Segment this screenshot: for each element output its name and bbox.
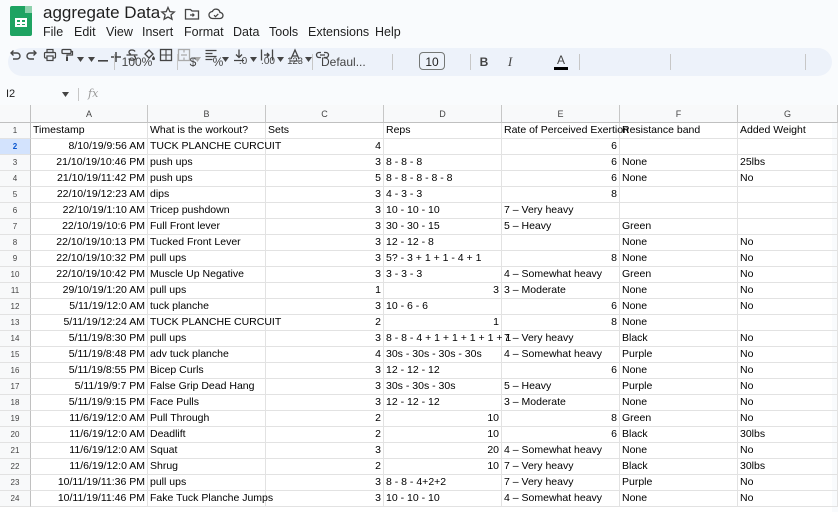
header-cell[interactable]: Resistance band bbox=[620, 123, 738, 139]
menu-insert[interactable]: Insert bbox=[142, 25, 174, 39]
data-cell[interactable]: pull ups bbox=[148, 475, 266, 491]
data-cell[interactable]: Full Front lever bbox=[148, 219, 266, 235]
data-cell[interactable]: No bbox=[738, 267, 838, 283]
data-cell[interactable]: 7 – Very heavy bbox=[502, 331, 620, 347]
formula-bar-divider bbox=[78, 88, 79, 101]
row-header[interactable]: 20 bbox=[0, 427, 31, 443]
data-cell[interactable]: No bbox=[738, 411, 838, 427]
data-cell[interactable]: 22/10/19/1:10 AM bbox=[31, 203, 148, 219]
column-header[interactable]: C bbox=[266, 105, 384, 123]
data-cell[interactable]: 3 bbox=[266, 203, 384, 219]
data-cell[interactable]: Tricep pushdown bbox=[148, 203, 266, 219]
data-cell[interactable]: None bbox=[620, 443, 738, 459]
data-cell[interactable] bbox=[738, 187, 838, 203]
data-cell[interactable]: Squat bbox=[148, 443, 266, 459]
data-cell[interactable]: Purple bbox=[620, 379, 738, 395]
decrease-font-size-icon[interactable] bbox=[98, 60, 108, 62]
data-cell[interactable]: No bbox=[738, 491, 838, 507]
column-header[interactable]: G bbox=[738, 105, 838, 123]
undo-icon[interactable] bbox=[8, 48, 22, 62]
data-cell[interactable]: 2 bbox=[266, 411, 384, 427]
data-cell[interactable] bbox=[502, 235, 620, 251]
data-cell[interactable]: 4 bbox=[266, 139, 384, 155]
data-cell[interactable]: No bbox=[738, 299, 838, 315]
decrease-decimal-button[interactable]: .0 bbox=[238, 56, 248, 67]
data-cell[interactable]: 30s - 30s - 30s - 30s bbox=[384, 347, 502, 363]
row-header[interactable]: 19 bbox=[0, 411, 31, 427]
menu-format[interactable]: Format bbox=[184, 25, 224, 39]
header-cell[interactable]: What is the workout? bbox=[148, 123, 266, 139]
data-cell[interactable]: adv tuck planche bbox=[148, 347, 266, 363]
data-cell[interactable]: 3 bbox=[266, 379, 384, 395]
data-cell[interactable]: tuck planche bbox=[148, 299, 266, 315]
header-cell[interactable]: Reps bbox=[384, 123, 502, 139]
data-cell[interactable]: 4 – Somewhat heavy bbox=[502, 267, 620, 283]
row-header[interactable]: 3 bbox=[0, 155, 31, 171]
text-color-swatch bbox=[554, 67, 568, 70]
data-cell[interactable]: No bbox=[738, 251, 838, 267]
data-cell[interactable]: 8 - 8 - 4 + 1 + 1 + 1 + 1 + 1 bbox=[384, 331, 502, 347]
data-cell[interactable]: None bbox=[620, 283, 738, 299]
data-cell[interactable]: 6 bbox=[502, 363, 620, 379]
menu-edit[interactable]: Edit bbox=[74, 25, 96, 39]
data-cell[interactable]: 8 - 8 - 4+2+2 bbox=[384, 475, 502, 491]
redo-icon[interactable] bbox=[25, 48, 39, 62]
data-cell[interactable]: 6 bbox=[502, 299, 620, 315]
row-header[interactable]: 17 bbox=[0, 379, 31, 395]
data-cell[interactable]: 11/6/19/12:0 AM bbox=[31, 443, 148, 459]
data-cell[interactable]: 22/10/19/12:23 AM bbox=[31, 187, 148, 203]
data-cell[interactable]: 3 bbox=[266, 251, 384, 267]
data-cell[interactable]: 29/10/19/1:20 AM bbox=[31, 283, 148, 299]
data-cell[interactable]: 12 - 12 - 12 bbox=[384, 395, 502, 411]
data-cell[interactable]: 2 bbox=[266, 427, 384, 443]
cloud-saved-icon[interactable] bbox=[208, 6, 224, 22]
data-cell[interactable]: 10 bbox=[384, 427, 502, 443]
data-cell[interactable]: 22/10/19/10:6 PM bbox=[31, 219, 148, 235]
data-cell[interactable]: No bbox=[738, 363, 838, 379]
data-cell[interactable]: 1 bbox=[266, 283, 384, 299]
data-cell[interactable]: 25lbs bbox=[738, 155, 838, 171]
data-cell[interactable] bbox=[384, 139, 502, 155]
data-cell[interactable]: 11/6/19/12:0 AM bbox=[31, 459, 148, 475]
data-cell[interactable] bbox=[738, 139, 838, 155]
data-cell[interactable]: 4 – Somewhat heavy bbox=[502, 347, 620, 363]
data-cell[interactable]: 8 bbox=[502, 315, 620, 331]
row-header[interactable]: 15 bbox=[0, 347, 31, 363]
data-cell[interactable]: No bbox=[738, 171, 838, 187]
data-cell[interactable]: 3 bbox=[266, 187, 384, 203]
data-cell[interactable]: 10 - 10 - 10 bbox=[384, 491, 502, 507]
data-cell[interactable]: 22/10/19/10:42 PM bbox=[31, 267, 148, 283]
data-cell[interactable]: Pull Through bbox=[148, 411, 266, 427]
data-cell[interactable]: 3 bbox=[384, 283, 502, 299]
column-header[interactable]: F bbox=[620, 105, 738, 123]
data-cell[interactable]: Black bbox=[620, 331, 738, 347]
data-cell[interactable]: 30s - 30s - 30s bbox=[384, 379, 502, 395]
column-header[interactable]: E bbox=[502, 105, 620, 123]
data-cell[interactable] bbox=[738, 203, 838, 219]
bold-button[interactable]: B bbox=[479, 55, 489, 69]
data-cell[interactable]: None bbox=[620, 251, 738, 267]
data-cell[interactable]: push ups bbox=[148, 171, 266, 187]
toolbar bbox=[8, 48, 832, 76]
data-cell[interactable]: 10 - 10 - 10 bbox=[384, 203, 502, 219]
print-icon[interactable] bbox=[43, 48, 57, 62]
row-header[interactable]: 7 bbox=[0, 219, 31, 235]
data-cell[interactable]: No bbox=[738, 347, 838, 363]
header-cell[interactable]: Rate of Perceived Exertion bbox=[502, 123, 620, 139]
menu-help[interactable]: Help bbox=[375, 25, 401, 39]
data-cell[interactable]: 30 - 30 - 15 bbox=[384, 219, 502, 235]
data-cell[interactable]: 12 - 12 - 12 bbox=[384, 363, 502, 379]
data-cell[interactable]: 4 – Somewhat heavy bbox=[502, 491, 620, 507]
menu-extensions[interactable]: Extensions bbox=[308, 25, 370, 39]
data-cell[interactable]: Green bbox=[620, 411, 738, 427]
data-cell[interactable]: 10 bbox=[384, 411, 502, 427]
data-cell[interactable]: Fake Tuck Planche Jumps bbox=[148, 491, 266, 507]
data-cell[interactable]: 8/10/19/9:56 AM bbox=[31, 139, 148, 155]
menu-tools[interactable]: Tools bbox=[269, 25, 299, 39]
data-cell[interactable]: pull ups bbox=[148, 251, 266, 267]
row-header[interactable]: 21 bbox=[0, 443, 31, 459]
data-cell[interactable]: 3 bbox=[266, 491, 384, 507]
row-header[interactable]: 11 bbox=[0, 283, 31, 299]
percent-button[interactable]: % bbox=[212, 55, 224, 69]
document-title[interactable]: aggregate Data bbox=[43, 3, 161, 22]
column-header[interactable]: D bbox=[384, 105, 502, 123]
row-header[interactable]: 6 bbox=[0, 203, 31, 219]
row-header[interactable]: 8 bbox=[0, 235, 31, 251]
data-cell[interactable]: No bbox=[738, 475, 838, 491]
data-cell[interactable]: 21/10/19/10:46 PM bbox=[31, 155, 148, 171]
zoom-select[interactable]: 100% bbox=[121, 55, 153, 69]
data-cell[interactable]: 3 bbox=[266, 267, 384, 283]
data-cell[interactable]: None bbox=[620, 299, 738, 315]
data-cell[interactable]: 10 - 6 - 6 bbox=[384, 299, 502, 315]
row-header[interactable]: 12 bbox=[0, 299, 31, 315]
data-cell[interactable]: 7 – Very heavy bbox=[502, 459, 620, 475]
italic-button[interactable]: I bbox=[507, 54, 513, 69]
data-cell[interactable]: 30lbs bbox=[738, 459, 838, 475]
data-cell[interactable]: 4 - 3 - 3 bbox=[384, 187, 502, 203]
row-header[interactable]: 22 bbox=[0, 459, 31, 475]
data-cell[interactable]: TUCK PLANCHE CURCUIT bbox=[148, 139, 266, 155]
data-cell[interactable]: No bbox=[738, 379, 838, 395]
data-cell[interactable]: 5/11/19/8:30 PM bbox=[31, 331, 148, 347]
data-cell[interactable]: 8 bbox=[502, 411, 620, 427]
data-cell[interactable]: 11/6/19/12:0 AM bbox=[31, 427, 148, 443]
data-cell[interactable]: 20 bbox=[384, 443, 502, 459]
data-cell[interactable]: Deadlift bbox=[148, 427, 266, 443]
data-cell[interactable]: pull ups bbox=[148, 331, 266, 347]
data-cell[interactable]: 3 bbox=[266, 443, 384, 459]
data-cell[interactable]: 1 bbox=[384, 315, 502, 331]
data-cell[interactable]: 3 bbox=[266, 219, 384, 235]
data-cell[interactable]: 5/11/19/12:0 AM bbox=[31, 299, 148, 315]
data-cell[interactable]: 4 bbox=[266, 347, 384, 363]
data-cell[interactable]: 10/11/19/11:46 PM bbox=[31, 491, 148, 507]
data-cell[interactable]: None bbox=[620, 171, 738, 187]
data-cell[interactable]: pull ups bbox=[148, 283, 266, 299]
data-cell[interactable]: 8 - 8 - 8 - 8 - 8 bbox=[384, 171, 502, 187]
data-cell[interactable]: Bicep Curls bbox=[148, 363, 266, 379]
data-cell[interactable]: 5/11/19/12:24 AM bbox=[31, 315, 148, 331]
data-cell[interactable]: 6 bbox=[502, 155, 620, 171]
data-cell[interactable]: 3 bbox=[266, 235, 384, 251]
data-cell[interactable]: Purple bbox=[620, 347, 738, 363]
data-cell[interactable]: 22/10/19/10:32 PM bbox=[31, 251, 148, 267]
data-cell[interactable]: 3 bbox=[266, 475, 384, 491]
data-cell[interactable]: None bbox=[620, 155, 738, 171]
data-cell[interactable]: dips bbox=[148, 187, 266, 203]
text-color-button[interactable]: A bbox=[556, 53, 565, 67]
data-cell[interactable]: Muscle Up Negative bbox=[148, 267, 266, 283]
borders-icon[interactable] bbox=[159, 48, 173, 62]
sheets-logo-icon[interactable] bbox=[10, 6, 32, 36]
data-cell[interactable]: None bbox=[620, 315, 738, 331]
data-cell[interactable]: None bbox=[620, 235, 738, 251]
data-cell[interactable]: 5? - 3 + 1 + 1 - 4 + 1 bbox=[384, 251, 502, 267]
data-cell[interactable] bbox=[738, 315, 838, 331]
data-cell[interactable]: 5 – Heavy bbox=[502, 219, 620, 235]
data-cell[interactable]: 3 bbox=[266, 155, 384, 171]
currency-button[interactable]: $ bbox=[189, 55, 197, 69]
data-cell[interactable]: 2 bbox=[266, 459, 384, 475]
data-cell[interactable]: Black bbox=[620, 459, 738, 475]
data-cell[interactable]: 10/11/19/11:36 PM bbox=[31, 475, 148, 491]
row-header[interactable]: 9 bbox=[0, 251, 31, 267]
data-cell[interactable]: 3 bbox=[266, 299, 384, 315]
data-cell[interactable]: 2 bbox=[266, 315, 384, 331]
data-cell[interactable]: 22/10/19/10:13 PM bbox=[31, 235, 148, 251]
data-cell[interactable] bbox=[620, 139, 738, 155]
data-cell[interactable]: Shrug bbox=[148, 459, 266, 475]
data-cell[interactable]: 21/10/19/11:42 PM bbox=[31, 171, 148, 187]
data-cell[interactable]: No bbox=[738, 443, 838, 459]
data-cell[interactable]: 3 – Moderate bbox=[502, 283, 620, 299]
data-cell[interactable]: 8 - 8 - 8 bbox=[384, 155, 502, 171]
data-cell[interactable]: 5/11/19/9:7 PM bbox=[31, 379, 148, 395]
data-cell[interactable]: 5 – Heavy bbox=[502, 379, 620, 395]
data-cell[interactable]: 30lbs bbox=[738, 427, 838, 443]
data-cell[interactable]: 6 bbox=[502, 171, 620, 187]
font-size-input[interactable]: 10 bbox=[419, 52, 445, 70]
data-cell[interactable]: 3 bbox=[266, 363, 384, 379]
row-header[interactable]: 14 bbox=[0, 331, 31, 347]
header-cell[interactable]: Added Weight bbox=[738, 123, 838, 139]
wrap-dropdown-icon[interactable] bbox=[277, 57, 284, 62]
row-header[interactable]: 4 bbox=[0, 171, 31, 187]
row-header[interactable]: 2 bbox=[0, 139, 31, 155]
row-header[interactable]: 10 bbox=[0, 267, 31, 283]
formula-bar bbox=[0, 84, 832, 104]
data-cell[interactable]: None bbox=[620, 491, 738, 507]
paint-format-icon[interactable] bbox=[60, 48, 74, 62]
data-cell[interactable]: 12 - 12 - 8 bbox=[384, 235, 502, 251]
data-cell[interactable]: None bbox=[620, 395, 738, 411]
title-bar bbox=[0, 0, 832, 46]
data-cell[interactable]: 3 - 3 - 3 bbox=[384, 267, 502, 283]
header-cell[interactable]: Timestamp bbox=[31, 123, 148, 139]
data-cell[interactable]: No bbox=[738, 395, 838, 411]
row-header[interactable]: 23 bbox=[0, 475, 31, 491]
rotation-dropdown-icon[interactable] bbox=[305, 57, 312, 62]
data-cell[interactable]: 3 bbox=[266, 331, 384, 347]
zoom-dropdown-icon[interactable] bbox=[77, 57, 84, 62]
font-dropdown-icon[interactable] bbox=[88, 57, 95, 62]
move-folder-icon[interactable] bbox=[184, 6, 200, 22]
data-cell[interactable]: 6 bbox=[502, 427, 620, 443]
data-cell[interactable]: No bbox=[738, 235, 838, 251]
number-format-button[interactable]: 123 bbox=[287, 56, 303, 67]
data-cell[interactable]: Green bbox=[620, 267, 738, 283]
name-box-dropdown-icon[interactable] bbox=[62, 92, 69, 97]
menu-view[interactable]: View bbox=[106, 25, 133, 39]
row-header[interactable]: 16 bbox=[0, 363, 31, 379]
data-cell[interactable]: Purple bbox=[620, 475, 738, 491]
data-cell[interactable]: Black bbox=[620, 427, 738, 443]
data-cell[interactable]: No bbox=[738, 331, 838, 347]
data-cell[interactable]: 6 bbox=[502, 139, 620, 155]
font-family-select[interactable]: Defaul... bbox=[321, 55, 366, 69]
row-header[interactable]: 18 bbox=[0, 395, 31, 411]
data-cell[interactable]: 8 bbox=[502, 251, 620, 267]
data-cell[interactable]: 8 bbox=[502, 187, 620, 203]
name-box[interactable]: I2 bbox=[6, 88, 16, 100]
data-cell[interactable]: No bbox=[738, 283, 838, 299]
data-cell[interactable]: False Grip Dead Hang bbox=[148, 379, 266, 395]
header-cell[interactable]: Sets bbox=[266, 123, 384, 139]
fx-icon: fx bbox=[88, 87, 99, 100]
data-cell[interactable]: 5/11/19/9:15 PM bbox=[31, 395, 148, 411]
row-header[interactable]: 1 bbox=[0, 123, 31, 139]
star-icon[interactable] bbox=[160, 6, 176, 22]
data-cell[interactable] bbox=[738, 219, 838, 235]
column-header[interactable]: B bbox=[148, 105, 266, 123]
data-cell[interactable]: 7 – Very heavy bbox=[502, 475, 620, 491]
data-cell[interactable]: 5 bbox=[266, 171, 384, 187]
menu-file[interactable]: File bbox=[43, 25, 64, 39]
data-cell[interactable] bbox=[620, 187, 738, 203]
column-header[interactable]: A bbox=[31, 105, 148, 123]
data-cell[interactable]: 10 bbox=[384, 459, 502, 475]
data-cell[interactable]: 11/6/19/12:0 AM bbox=[31, 411, 148, 427]
row-header[interactable]: 24 bbox=[0, 491, 31, 507]
data-cell[interactable]: Face Pulls bbox=[148, 395, 266, 411]
data-cell[interactable]: 7 – Very heavy bbox=[502, 203, 620, 219]
data-cell[interactable]: None bbox=[620, 363, 738, 379]
data-cell[interactable]: Tucked Front Lever bbox=[148, 235, 266, 251]
data-cell[interactable]: 4 – Somewhat heavy bbox=[502, 443, 620, 459]
data-cell[interactable] bbox=[620, 203, 738, 219]
select-all-corner[interactable] bbox=[0, 105, 31, 123]
row-header[interactable]: 13 bbox=[0, 315, 31, 331]
spreadsheet-grid[interactable] bbox=[0, 105, 832, 512]
data-cell[interactable]: 3 – Moderate bbox=[502, 395, 620, 411]
data-cell[interactable]: 5/11/19/8:55 PM bbox=[31, 363, 148, 379]
increase-decimal-button[interactable]: .00 bbox=[261, 56, 275, 67]
data-cell[interactable]: TUCK PLANCHE CURCUIT bbox=[148, 315, 266, 331]
row-header[interactable]: 5 bbox=[0, 187, 31, 203]
data-cell[interactable]: Green bbox=[620, 219, 738, 235]
menu-data[interactable]: Data bbox=[233, 25, 260, 39]
data-cell[interactable]: push ups bbox=[148, 155, 266, 171]
data-cell[interactable]: 5/11/19/8:48 PM bbox=[31, 347, 148, 363]
data-cell[interactable]: 3 bbox=[266, 395, 384, 411]
